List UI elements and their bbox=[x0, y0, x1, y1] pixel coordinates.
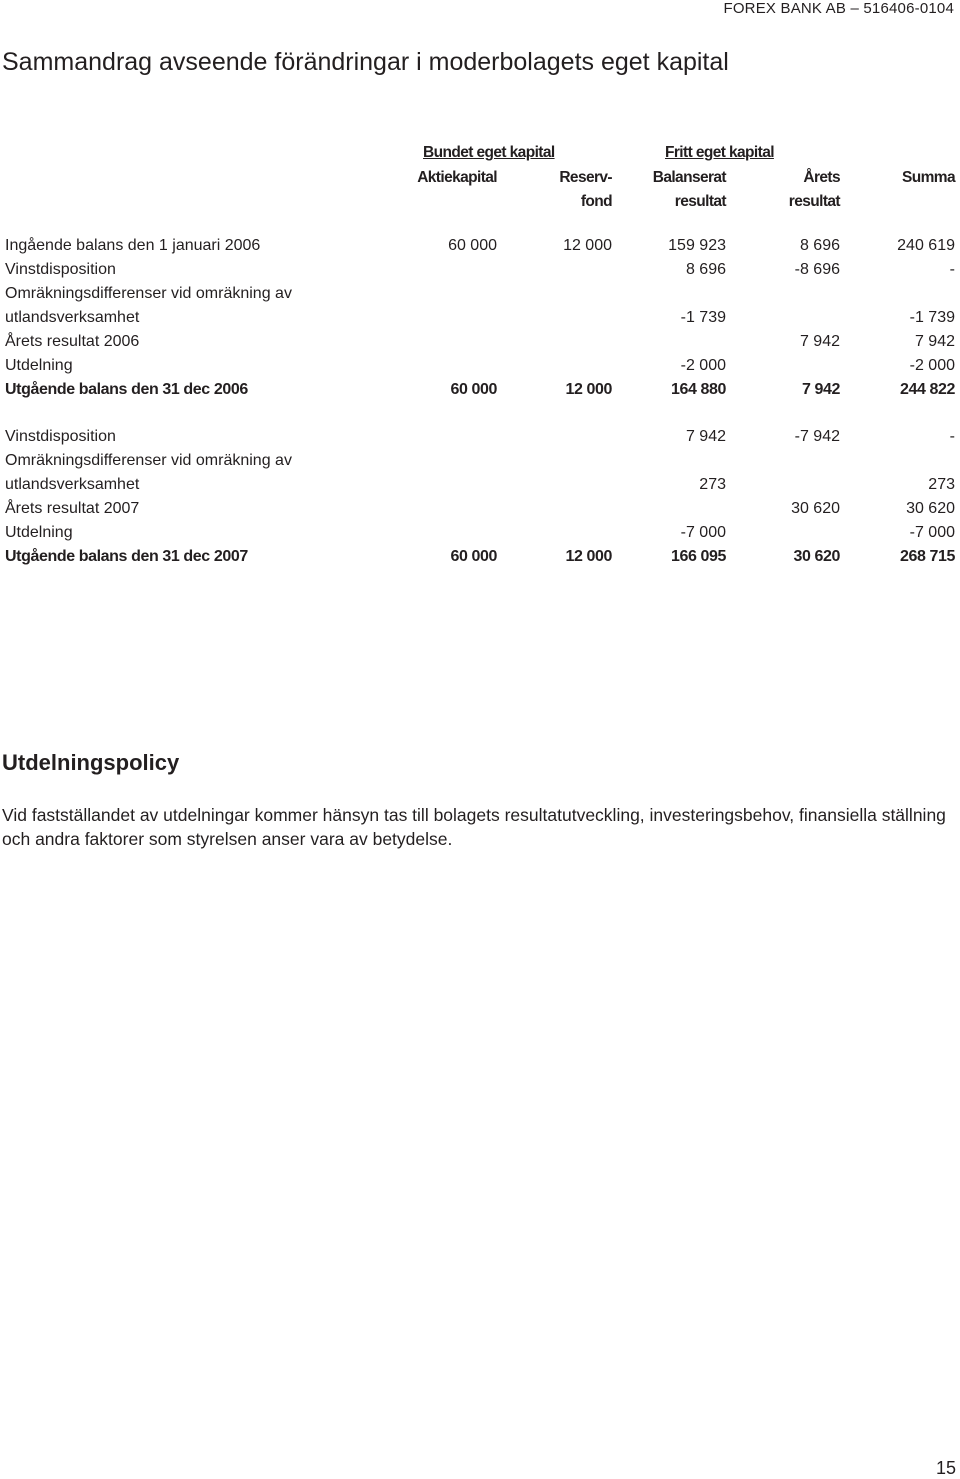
column-header-retained-earnings-line2: resultat bbox=[674, 193, 726, 210]
row-value-col3: 8 696 bbox=[685, 261, 726, 278]
row-value-col5: 240 619 bbox=[897, 237, 955, 254]
row-value-col4: 7 942 bbox=[801, 381, 840, 398]
row-value-col3: -1 739 bbox=[680, 309, 726, 326]
row-value-col5: 244 822 bbox=[899, 381, 955, 398]
row-value-col2: 12 000 bbox=[563, 237, 612, 254]
row-label: utlandsverksamhet bbox=[5, 309, 140, 326]
row-value-col3: 164 880 bbox=[670, 381, 726, 398]
row-label: Ingående balans den 1 januari 2006 bbox=[5, 237, 261, 254]
table-row bbox=[0, 309, 960, 333]
document-header: FOREX BANK AB – 516406-0104 bbox=[723, 0, 954, 17]
column-header-net-income-line1: Årets bbox=[803, 169, 840, 186]
table-total-row bbox=[0, 381, 960, 405]
row-value-col2: 12 000 bbox=[565, 548, 612, 565]
section-heading-dividend-policy: Utdelningspolicy bbox=[2, 750, 180, 775]
table-row bbox=[0, 237, 960, 261]
table-row bbox=[0, 452, 960, 476]
row-value-col1: 60 000 bbox=[450, 381, 497, 398]
row-value-col2: 12 000 bbox=[565, 381, 612, 398]
row-label: Utgående balans den 31 dec 2007 bbox=[5, 548, 248, 565]
row-label: Omräkningsdifferenser vid omräkning av bbox=[5, 285, 292, 302]
row-label: Vinstdisposition bbox=[5, 261, 116, 278]
row-value-col3: 273 bbox=[699, 476, 726, 493]
row-value-col1: 60 000 bbox=[448, 237, 497, 254]
row-label: Årets resultat 2007 bbox=[5, 500, 140, 517]
row-label: Årets resultat 2006 bbox=[5, 333, 140, 350]
row-value-col5: 30 620 bbox=[906, 500, 955, 517]
row-value-col3: 166 095 bbox=[670, 548, 726, 565]
column-header-reserve-fund-line2: fond bbox=[580, 193, 612, 210]
row-label: Utdelning bbox=[5, 524, 73, 541]
row-value-col4: 30 620 bbox=[791, 500, 840, 517]
row-value-col4: -8 696 bbox=[794, 261, 840, 278]
row-value-col5: -1 739 bbox=[909, 309, 955, 326]
row-label: Vinstdisposition bbox=[5, 428, 116, 445]
row-value-col5: 7 942 bbox=[914, 333, 955, 350]
page-title: Sammandrag avseende förändringar i moderbolagets eget kapital bbox=[2, 48, 729, 76]
row-value-col3: -7 000 bbox=[680, 524, 726, 541]
row-value-col3: 159 923 bbox=[668, 237, 726, 254]
column-header-net-income-line2: resultat bbox=[788, 193, 840, 210]
row-value-col4: 7 942 bbox=[799, 333, 840, 350]
row-value-col4: 30 620 bbox=[793, 548, 840, 565]
table-row bbox=[0, 428, 960, 452]
column-header-retained-earnings-line1: Balanserat bbox=[652, 169, 726, 186]
row-value-col5: -2 000 bbox=[909, 357, 955, 374]
table-row bbox=[0, 333, 960, 357]
row-label: Utdelning bbox=[5, 357, 73, 374]
row-value-col5: -7 000 bbox=[909, 524, 955, 541]
table-row bbox=[0, 476, 960, 500]
table-row bbox=[0, 357, 960, 381]
row-value-col5: - bbox=[949, 261, 955, 278]
row-label: utlandsverksamhet bbox=[5, 476, 140, 493]
row-value-col5: - bbox=[949, 428, 955, 445]
row-label: Omräkningsdifferenser vid omräkning av bbox=[5, 452, 292, 469]
row-value-col1: 60 000 bbox=[450, 548, 497, 565]
table-total-row bbox=[0, 548, 960, 572]
table-row bbox=[0, 261, 960, 285]
row-value-col5: 268 715 bbox=[899, 548, 955, 565]
row-label: Utgående balans den 31 dec 2006 bbox=[5, 381, 248, 398]
column-header-share-capital: Aktiekapital bbox=[417, 169, 497, 186]
column-header-reserve-fund-line1: Reserv- bbox=[559, 169, 612, 186]
row-value-col4: -7 942 bbox=[794, 428, 840, 445]
group-header-free-equity: Fritt eget kapital bbox=[665, 144, 774, 161]
table-row bbox=[0, 500, 960, 524]
dividend-policy-text: Vid fastställandet av utdelningar kommer hänsyn tas till bolagets resultatutveckling, investeringsbehov, finansiella ställning och andra faktorer som styrelsen anser vara av betydelse. bbox=[2, 805, 946, 849]
row-value-col3: -2 000 bbox=[680, 357, 726, 374]
group-header-restricted-equity: Bundet eget kapital bbox=[423, 144, 555, 161]
row-value-col3: 7 942 bbox=[685, 428, 726, 445]
column-header-total: Summa bbox=[902, 169, 955, 186]
row-value-col5: 273 bbox=[928, 476, 955, 493]
row-value-col4: 8 696 bbox=[799, 237, 840, 254]
page-number: 15 bbox=[935, 1458, 956, 1478]
table-row bbox=[0, 524, 960, 548]
table-row bbox=[0, 285, 960, 309]
